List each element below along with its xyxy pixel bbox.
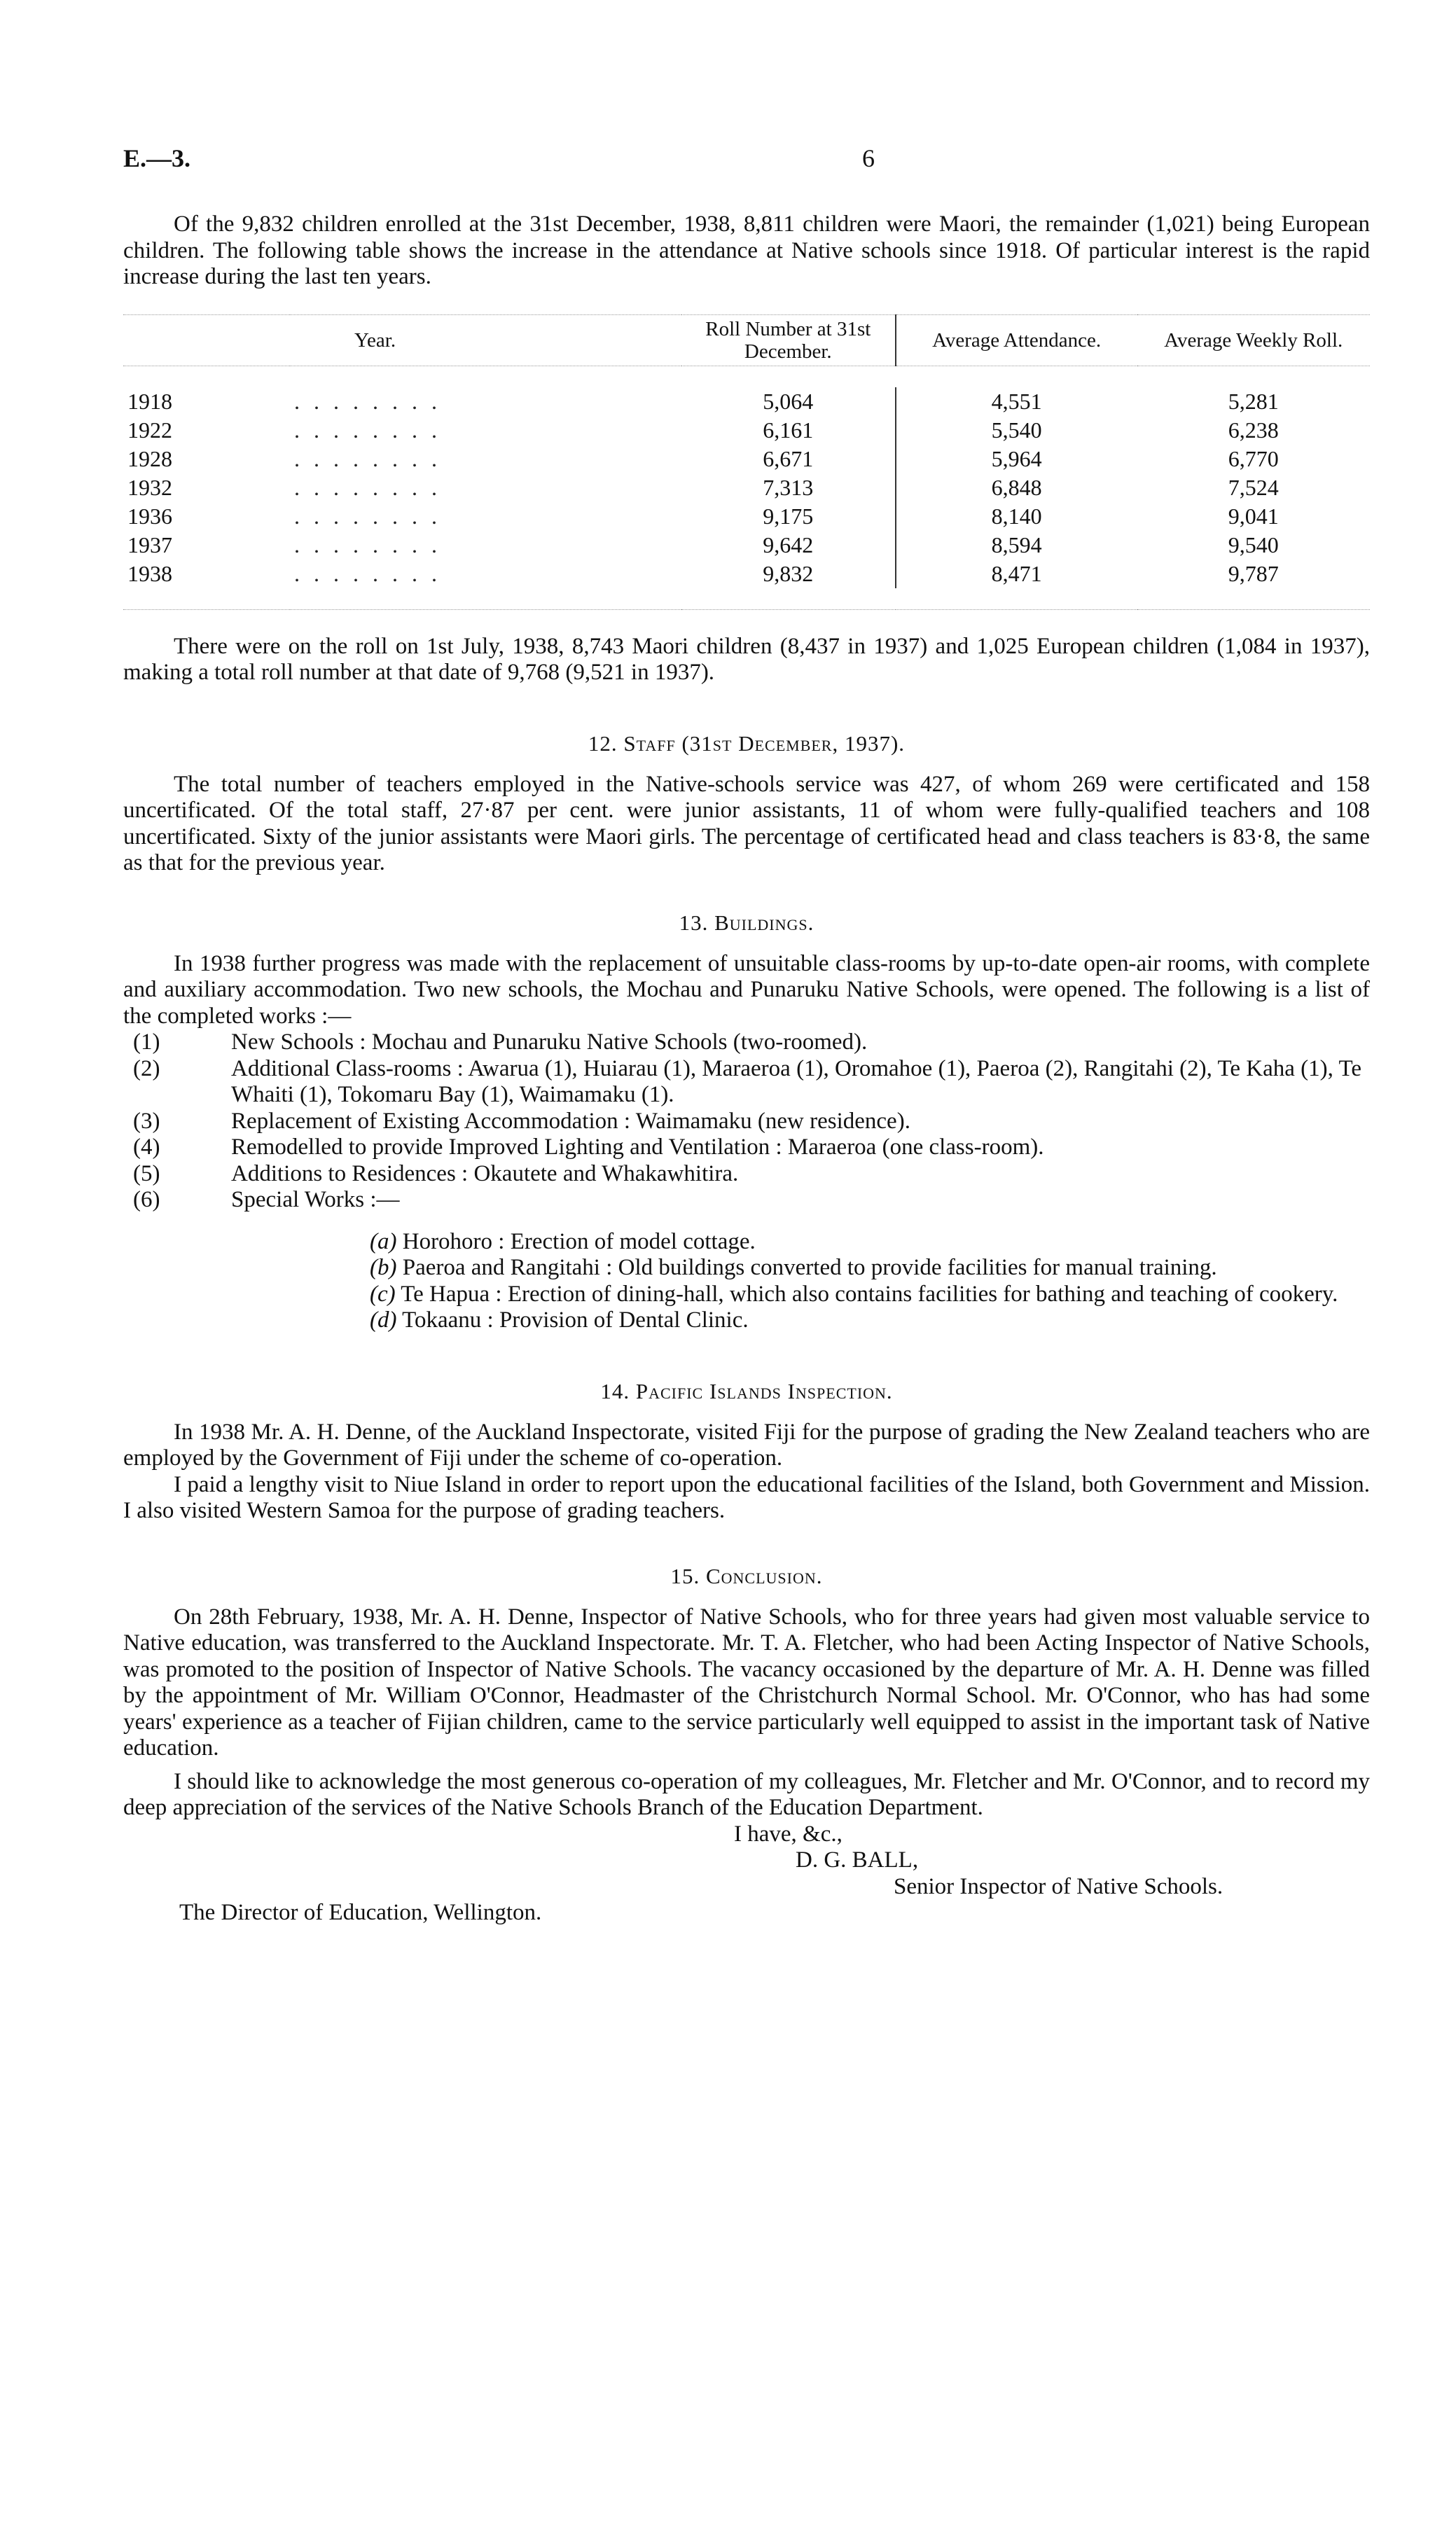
cell-roll: 6,161 [763, 417, 814, 443]
special-works-list [123, 1229, 1370, 1334]
list-text: Replacement of Existing Accommodation : Waimamaku (new residence). [231, 1108, 910, 1134]
cell-leader: . . . . . . . . [294, 560, 441, 586]
staff-heading: 12. Staff (31st December, 1937). [588, 730, 906, 756]
cell-attendance: 5,964 [896, 445, 1137, 473]
cell-weekly: 9,787 [1228, 560, 1279, 586]
cell-weekly: 6,238 [1228, 417, 1279, 443]
col-header-weekly: Average Weekly Roll. [1164, 328, 1343, 352]
page-number: 6 [862, 144, 875, 172]
col-header-year: Year. [354, 328, 396, 352]
cell-leader: . . . . . . . . [294, 532, 441, 557]
staff-paragraph: The total number of teachers employed in the Native-schools service was 427, of whom 269 were certificated and 158 uncertificated. Of the total staff, 27·87 per cent. were junior assistants, 11 of whom were fully-qualified teachers and 108 uncertificated. Sixty of the junior assistants were Maori girls. The percentage of certificated head and class teachers is 83·8, the same as that for the previous year. [123, 771, 1370, 875]
cell-leader: . . . . . . . . [294, 445, 441, 471]
cell-year: 1928 [127, 445, 172, 471]
list-text: New Schools : Mochau and Punaruku Native Schools (two-roomed). [231, 1029, 868, 1055]
col-header-attendance: Average Attendance. [896, 314, 1137, 366]
table-row [123, 387, 1370, 416]
series-code: E.—3. [123, 144, 191, 172]
list-item [123, 1109, 1370, 1135]
cell-year: 1936 [127, 503, 172, 529]
addressee: The Director of Education, Wellington. [179, 1900, 542, 1925]
pacific-heading: 14. Pacific Islands Inspection. [600, 1378, 893, 1403]
cell-leader: . . . . . . . . [294, 503, 441, 529]
works-list [123, 1029, 1370, 1214]
cell-weekly: 7,524 [1228, 474, 1279, 500]
sub-label: (d) [370, 1307, 397, 1333]
cell-leader: . . . . . . . . [294, 388, 441, 414]
intro-paragraph: Of the 9,832 children enrolled at the 31st December, 1938, 8,811 children were Maori, the remainder (1,021) being European children. The following table shows the increase in the attendance at Native schools since 1918. Of particular interest is the rapid increase during the last ten years. [123, 211, 1370, 289]
list-text: Additional Class-rooms : Awarua (1), Huiarau (1), Maraeroa (1), Oromahoe (1), Paeroa (2), Rangitahi (2), Te Kaha (1), Te Whaiti (1), Tokomaru Bay (1), Waimamaku (1). [231, 1055, 1362, 1107]
salutation: I have, &c., [734, 1821, 843, 1847]
list-number: (1) [133, 1029, 160, 1055]
list-text: Remodelled to provide Improved Lighting and Ventilation : Maraeroa (one class-room). [231, 1134, 1044, 1160]
table-row [123, 473, 1370, 502]
sub-list-item [123, 1229, 1370, 1256]
table-row [123, 502, 1370, 531]
list-item [123, 1029, 1370, 1056]
cell-roll: 9,175 [763, 503, 814, 529]
roll-summary-paragraph: There were on the roll on 1st July, 1938, 8,743 Maori children (8,437 in 1937) and 1,025 European children (1,084 in 1937), making a total roll number at that date of 9,768 (9,521 in 1937). [123, 633, 1370, 685]
conclusion-heading: 15. Conclusion. [670, 1563, 823, 1588]
cell-year: 1932 [127, 474, 172, 500]
main-content [123, 211, 1370, 1927]
cell-roll: 9,642 [763, 532, 814, 557]
cell-roll: 6,671 [763, 445, 814, 471]
cell-year: 1937 [127, 532, 172, 557]
cell-leader: . . . . . . . . [294, 417, 441, 443]
sub-list-item [123, 1282, 1370, 1308]
cell-roll: 5,064 [763, 388, 814, 414]
pacific-paragraph-1: In 1938 Mr. A. H. Denne, of the Auckland Inspectorate, visited Fiji for the purpose of grading the New Zealand teachers who are employed by the Government of Fiji under the scheme of co-operation. [123, 1419, 1370, 1471]
cell-attendance: 8,140 [896, 502, 1137, 531]
buildings-paragraph: In 1938 further progress was made with the replacement of unsuitable class-rooms by up-to-date open-air rooms, with complete and auxiliary accommodation. Two new schools, the Mochau and Punaruku Native Schools, were opened. The following is a list of the completed works :— [123, 950, 1370, 1029]
table-row [123, 416, 1370, 445]
sub-label: (a) [370, 1228, 397, 1254]
buildings-heading: 13. Buildings. [679, 910, 814, 935]
pacific-paragraph-2: I paid a lengthy visit to Niue Island in order to report upon the educational facilities of the Island, both Government and Mission. I also visited Western Samoa for the purpose of grading teachers. [123, 1471, 1370, 1523]
attendance-table [123, 314, 1370, 610]
cell-attendance: 6,848 [896, 473, 1137, 502]
cell-weekly: 9,041 [1228, 503, 1279, 529]
cell-weekly: 9,540 [1228, 532, 1279, 557]
list-text: Additions to Residences : Okautete and Whakawhitira. [231, 1160, 739, 1186]
signatory-name: D. G. BALL, [796, 1847, 919, 1873]
cell-year: 1922 [127, 417, 172, 443]
conclusion-paragraph-2: I should like to acknowledge the most generous co-operation of my colleagues, Mr. Fletcher and Mr. O'Connor, and to record my deep appreciation of the services of the Native Schools Branch of the Education Department. [123, 1768, 1370, 1820]
cell-year: 1938 [127, 560, 172, 586]
cell-roll: 7,313 [763, 474, 814, 500]
cell-attendance: 8,471 [896, 560, 1137, 588]
cell-attendance: 4,551 [896, 387, 1137, 416]
sub-label: (b) [370, 1255, 397, 1280]
list-number: (4) [133, 1134, 160, 1160]
cell-attendance: 8,594 [896, 531, 1137, 560]
conclusion-paragraph-1: On 28th February, 1938, Mr. A. H. Denne, Inspector of Native Schools, who for three years had given most valuable service to Native education, was transferred to the Auckland Inspectorate. Mr. T. A. Fletcher, who had been Acting Inspector of Native Schools, was promoted to the position of Inspector of Native Schools. The vacancy occasioned by the departure of Mr. A. H. Denne was filled by the appointment of Mr. William O'Connor, Headmaster of the Christchurch Normal School. Mr. O'Connor, who has had some years' experience as a teacher of Fijian children, came to the service particularly well equipped to assist in the important task of Native education. [123, 1604, 1370, 1761]
table-row [123, 445, 1370, 473]
sub-text: Horohoro : Erection of model cottage. [402, 1228, 756, 1254]
list-item [123, 1187, 1370, 1214]
list-item [123, 1056, 1370, 1109]
table-row [123, 531, 1370, 560]
sub-list-item [123, 1255, 1370, 1282]
list-item [123, 1161, 1370, 1188]
list-number: (3) [133, 1108, 160, 1134]
cell-leader: . . . . . . . . [294, 474, 441, 500]
col-header-roll: Roll Number at 31st December. [705, 317, 871, 363]
list-text: Special Works :— [231, 1187, 400, 1212]
signature-block [123, 1821, 1370, 1927]
list-number: (5) [133, 1160, 160, 1186]
sub-label: (c) [370, 1281, 396, 1307]
sub-text: Tokaanu : Provision of Dental Clinic. [402, 1307, 749, 1333]
cell-attendance: 5,540 [896, 416, 1137, 445]
sub-text: Te Hapua : Erection of dining-hall, which also contains facilities for bathing and teaching of cookery. [401, 1281, 1338, 1307]
cell-year: 1918 [127, 388, 172, 414]
table-row [123, 560, 1370, 588]
list-item [123, 1134, 1370, 1161]
cell-weekly: 5,281 [1228, 388, 1279, 414]
list-number: (2) [133, 1055, 160, 1081]
cell-weekly: 6,770 [1228, 445, 1279, 471]
cell-roll: 9,832 [763, 560, 814, 586]
page-header [123, 144, 1370, 175]
signatory-title: Senior Inspector of Native Schools. [894, 1873, 1223, 1899]
sub-text: Paeroa and Rangitahi : Old buildings converted to provide facilities for manual training. [402, 1255, 1217, 1280]
list-number: (6) [133, 1187, 160, 1212]
sub-list-item [123, 1307, 1370, 1334]
